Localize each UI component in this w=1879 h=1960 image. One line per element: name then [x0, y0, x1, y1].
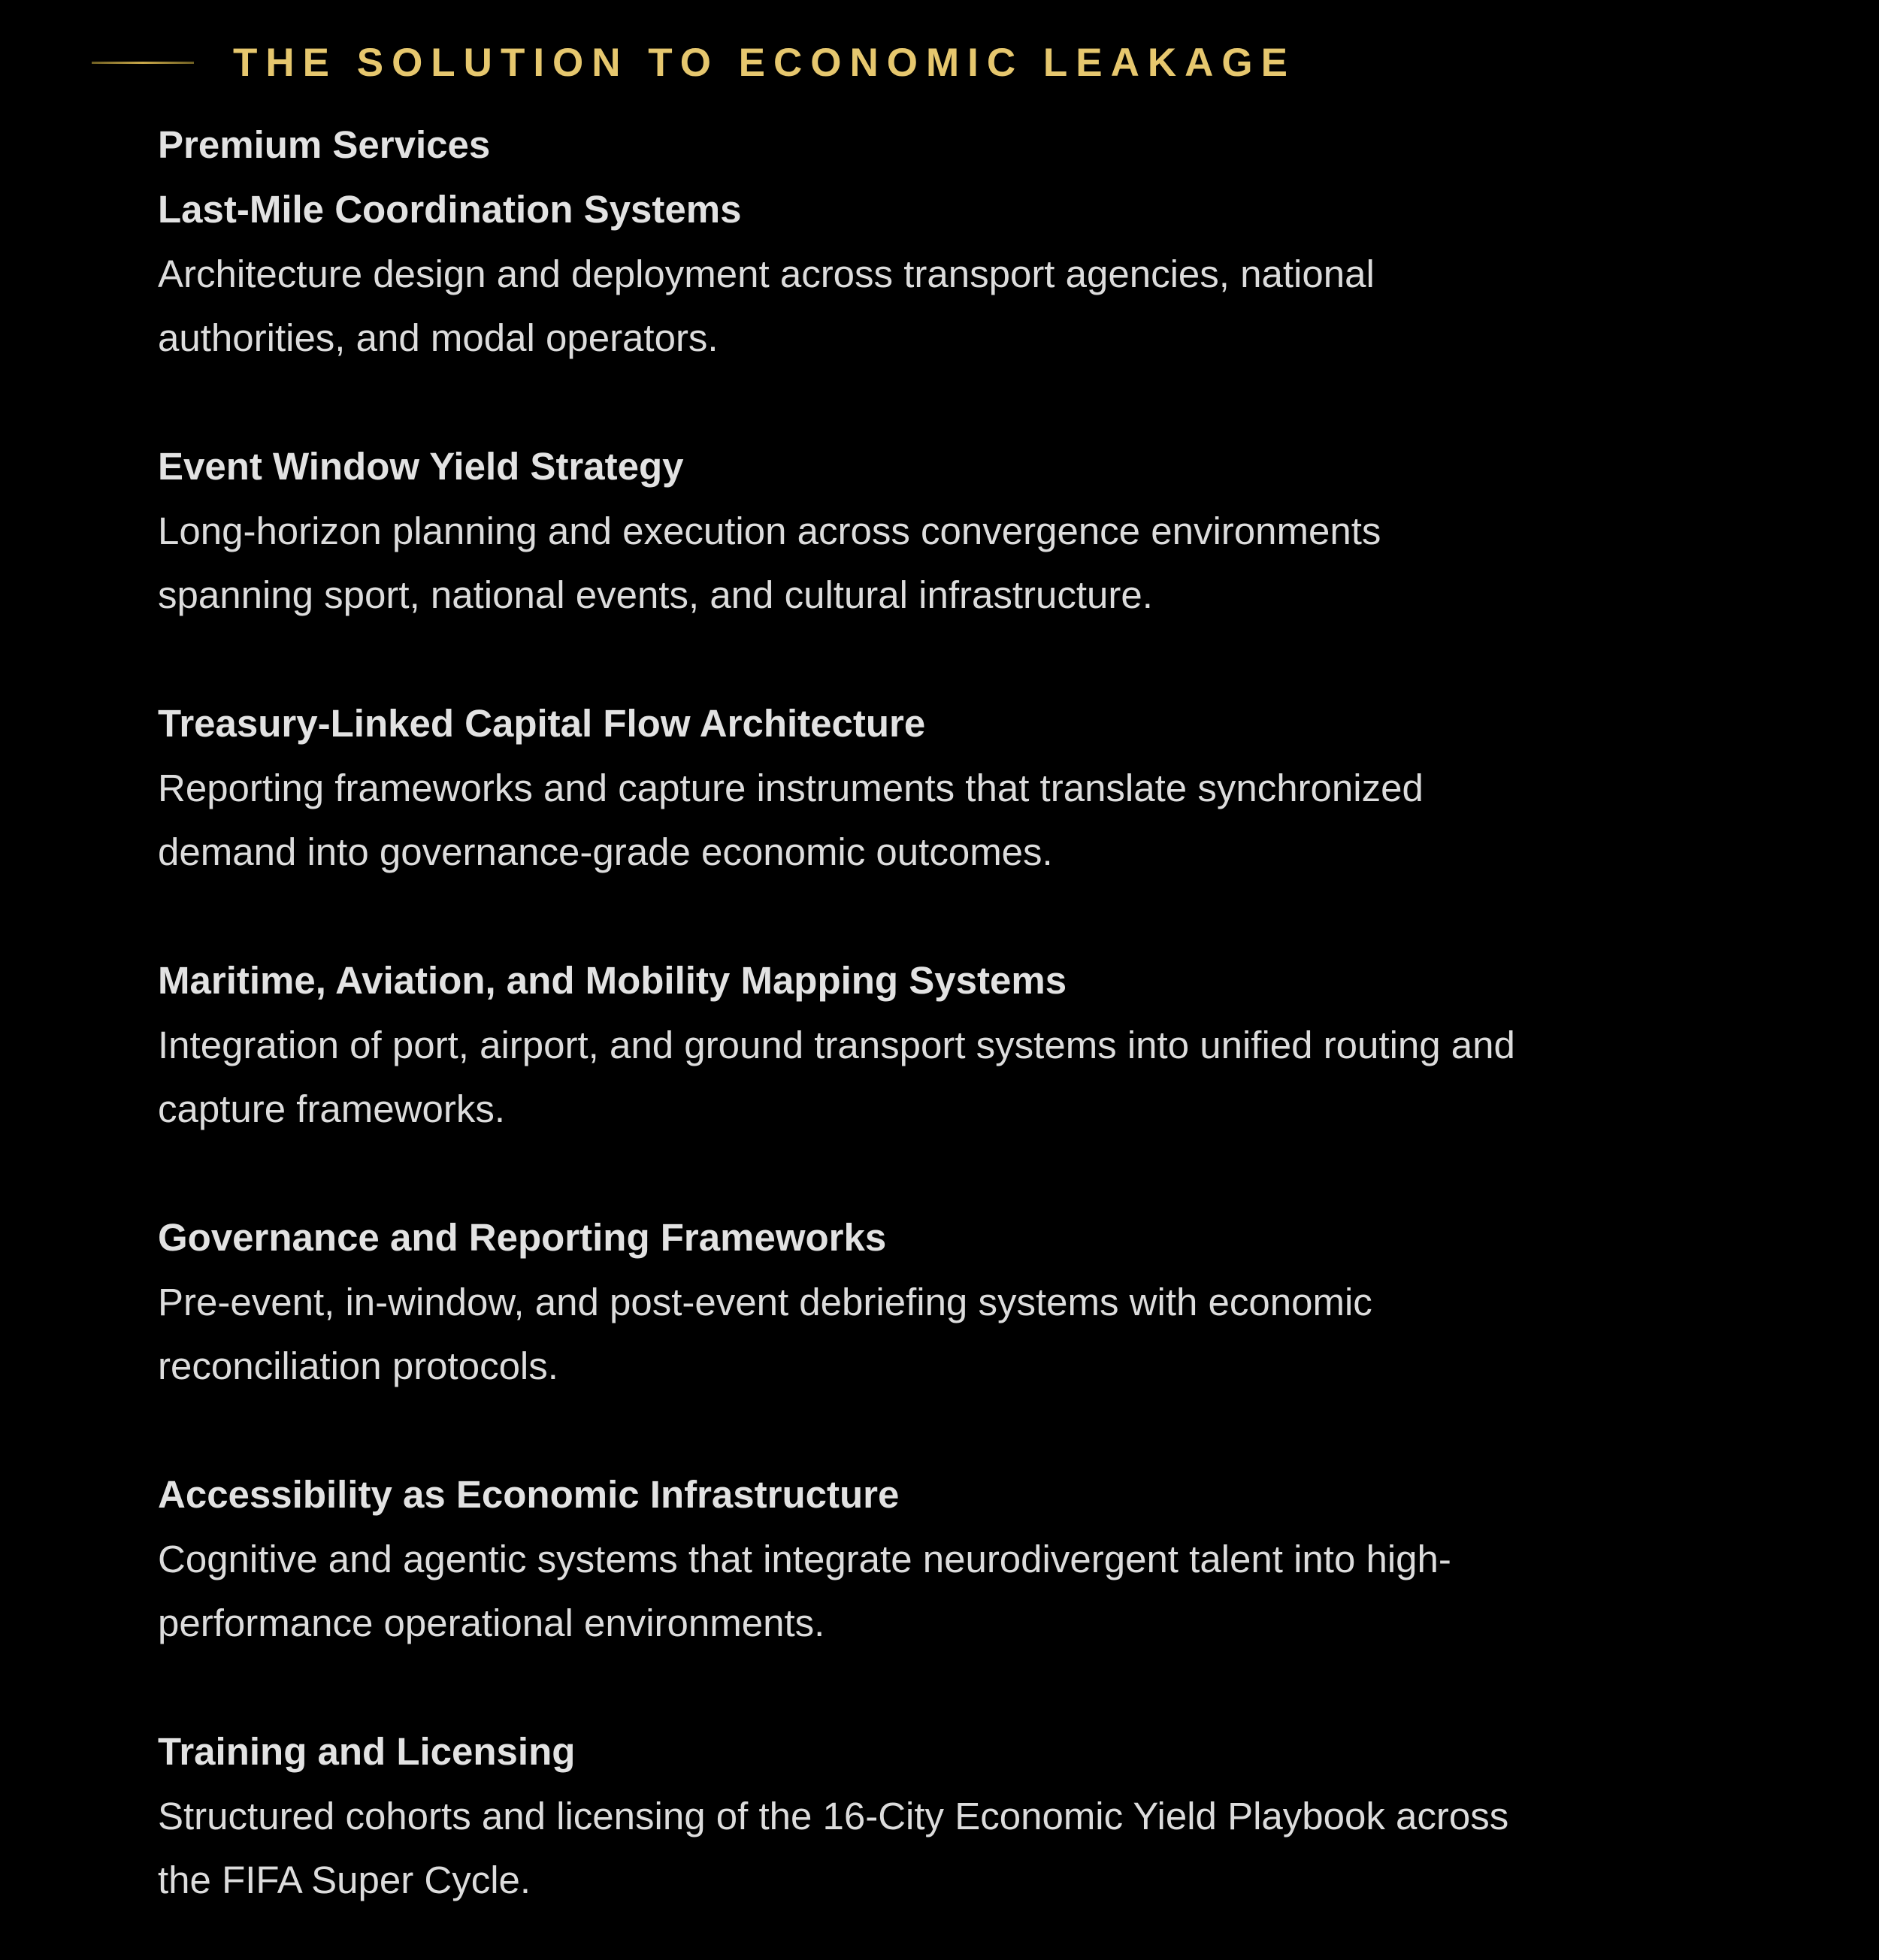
service-description-line: performance operational environments. [158, 1602, 825, 1644]
service-description-line: spanning sport, national events, and cultural infrastructure. [158, 573, 1153, 616]
page-title: THE SOLUTION TO ECONOMIC LEAKAGE [233, 41, 1296, 85]
service-item [158, 1720, 1661, 1912]
service-description-line: Cognitive and agentic systems that integrate neurodivergent talent into high- [158, 1538, 1451, 1580]
service-description-line: Structured cohorts and licensing of the 16-City Economic Yield Playbook across [158, 1795, 1509, 1838]
service-title: Governance and Reporting Frameworks [158, 1216, 887, 1259]
service-description-line: reconciliation protocols. [158, 1344, 558, 1387]
service-item [158, 948, 1661, 1141]
service-title: Event Window Yield Strategy [158, 445, 684, 488]
service-title: Accessibility as Economic Infrastructure [158, 1473, 900, 1516]
section-label: Premium Services [158, 123, 491, 166]
service-item [158, 691, 1661, 884]
page-header [0, 0, 1879, 128]
service-description-line: Pre-event, in-window, and post-event debriefing systems with economic [158, 1281, 1372, 1323]
service-description-line: demand into governance-grade economic outcomes. [158, 830, 1053, 873]
service-title: Training and Licensing [158, 1730, 576, 1773]
service-title: Last-Mile Coordination Systems [158, 188, 742, 231]
services-content [158, 113, 1661, 1912]
service-item [158, 177, 1661, 370]
service-description-line: the FIFA Super Cycle. [158, 1859, 531, 1901]
service-description-line: Architecture design and deployment across transport agencies, national [158, 253, 1375, 295]
service-description-line: Long-horizon planning and execution across convergence environments [158, 510, 1381, 552]
service-description-line: Reporting frameworks and capture instruments that translate synchronized [158, 767, 1424, 809]
service-item [158, 434, 1661, 627]
service-description-line: capture frameworks. [158, 1087, 505, 1130]
service-item [158, 1462, 1661, 1655]
service-description-line: Integration of port, airport, and ground transport systems into unified routing and [158, 1024, 1515, 1066]
service-title: Treasury-Linked Capital Flow Architecture [158, 702, 926, 745]
service-item [158, 1205, 1661, 1398]
service-description-line: authorities, and modal operators. [158, 316, 719, 359]
header-accent-line [92, 62, 194, 64]
service-title: Maritime, Aviation, and Mobility Mapping Systems [158, 959, 1067, 1002]
